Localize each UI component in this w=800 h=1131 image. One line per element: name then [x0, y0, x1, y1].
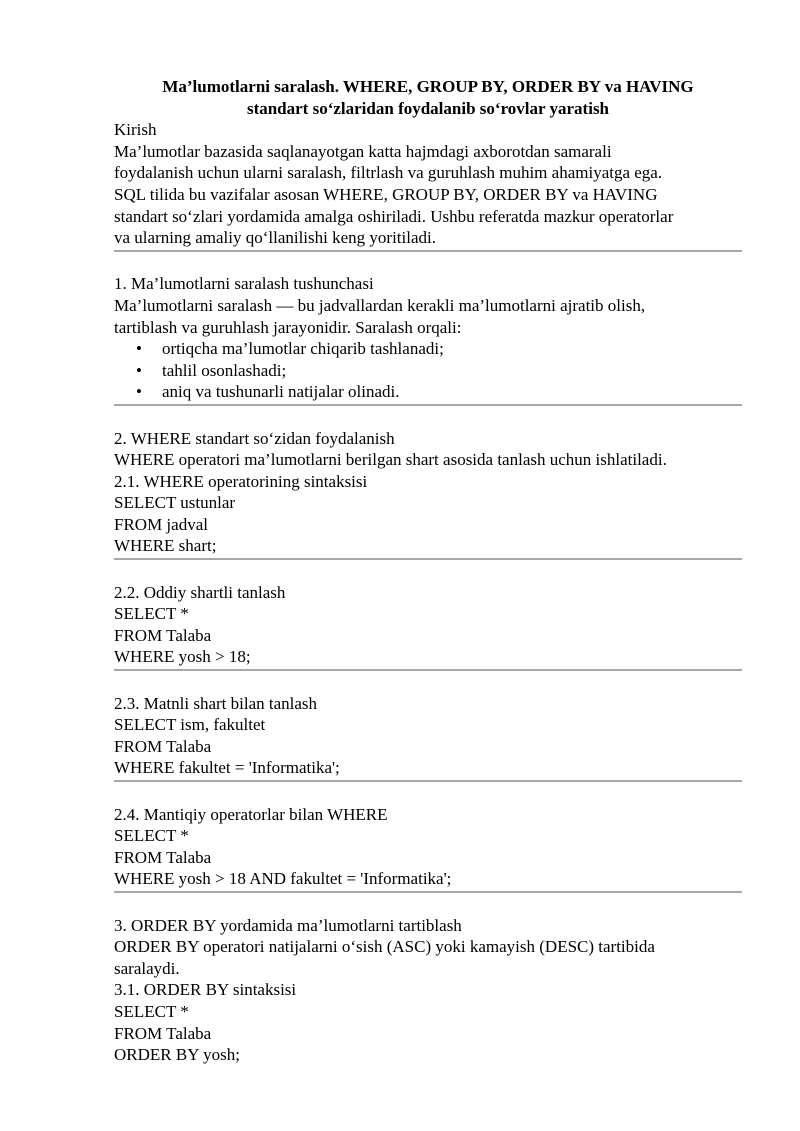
intro-line: foydalanish uchun ularni saralash, filtrlash va guruhlash muhim ahamiyatga ega. [114, 163, 663, 183]
code-line: FROM Talaba [114, 847, 212, 867]
subsection-heading: 2.2. Oddiy shartli tanlash [114, 582, 286, 602]
code-line: FROM Talaba [114, 736, 212, 756]
title-line-2: standart so‘zlaridan foydalanib so‘rovlar yaratish [246, 98, 610, 118]
list-item: • aniq va tushunarli natijalar olinadi. [136, 382, 400, 402]
code-line: SELECT * [114, 826, 189, 846]
list-item: • tahlil osonlashadi; [136, 360, 287, 380]
intro-line: Ma’lumotlar bazasida saqlanayotgan katta hajmdagi axborotdan samarali [114, 141, 612, 161]
section-2-4 [114, 804, 742, 893]
section-3-line: saralaydi. [114, 958, 180, 978]
section-2-3 [114, 693, 742, 782]
bullet-icon: • [136, 339, 142, 359]
code-line: WHERE shart; [114, 536, 217, 556]
document-title [114, 76, 742, 119]
section-1-line: Ma’lumotlarni saralash — bu jadvallardan kerakli ma’lumotlarni ajratib olish, [114, 295, 646, 315]
subsection-heading: 3.1. ORDER BY sintaksisi [114, 980, 297, 1000]
section-1 [114, 273, 742, 406]
section-1-heading: 1. Ma’lumotlarni saralash tushunchasi [114, 274, 374, 294]
intro-line: va ularning amaliy qo‘llanilishi keng yoritiladi. [114, 228, 436, 248]
section-2-line: 2.1. WHERE operatorining sintaksisi [114, 471, 368, 491]
subsection-heading: 2.3. Matnli shart bilan tanlash [114, 693, 318, 713]
list-item: • ortiqcha ma’lumotlar chiqarib tashlanadi; [136, 339, 444, 359]
bullet-list [114, 338, 742, 403]
code-line: WHERE yosh > 18; [114, 647, 251, 667]
section-2-2 [114, 582, 742, 671]
section-3-line: ORDER BY operatori natijalarni o‘sish (ASC) yoki kamayish (DESC) tartibida [114, 937, 655, 957]
code-line: FROM Talaba [114, 1023, 212, 1043]
intro-section [114, 119, 742, 252]
section-2 [114, 428, 742, 561]
code-line: SELECT * [114, 604, 189, 624]
subsection-heading: 2.4. Mantiqiy operatorlar bilan WHERE [114, 804, 388, 824]
code-line: WHERE yosh > 18 AND fakultet = 'Informatika'; [114, 869, 452, 889]
code-line: ORDER BY yosh; [114, 1045, 240, 1065]
code-line: SELECT * [114, 1001, 189, 1021]
intro-line: SQL tilida bu vazifalar asosan WHERE, GROUP BY, ORDER BY va HAVING [114, 184, 658, 204]
intro-line: standart so‘zlari yordamida amalga oshiriladi. Ushbu referatda mazkur operatorlar [114, 206, 674, 226]
title-line-1: Ma’lumotlarni saralash. WHERE, GROUP BY, ORDER BY va HAVING [162, 77, 694, 96]
section-3 [114, 915, 742, 1066]
section-2-line: WHERE operatori ma’lumotlarni berilgan shart asosida tanlash uchun ishlatiladi. [114, 450, 667, 470]
code-line: FROM Talaba [114, 625, 212, 645]
section-1-line: tartiblash va guruhlash jarayonidir. Saralash orqali: [114, 317, 462, 337]
bullet-icon: • [136, 382, 142, 402]
intro-heading: Kirish [114, 120, 157, 140]
section-3-heading: 3. ORDER BY yordamida ma’lumotlarni tartiblash [114, 915, 462, 935]
code-line: SELECT ism, fakultet [114, 715, 266, 735]
code-line: WHERE fakultet = 'Informatika'; [114, 758, 340, 778]
code-line: SELECT ustunlar [114, 493, 236, 513]
document-page [114, 76, 742, 1066]
bullet-icon: • [136, 360, 142, 380]
code-line: FROM jadval [114, 514, 208, 534]
section-2-heading: 2. WHERE standart so‘zidan foydalanish [114, 428, 395, 448]
